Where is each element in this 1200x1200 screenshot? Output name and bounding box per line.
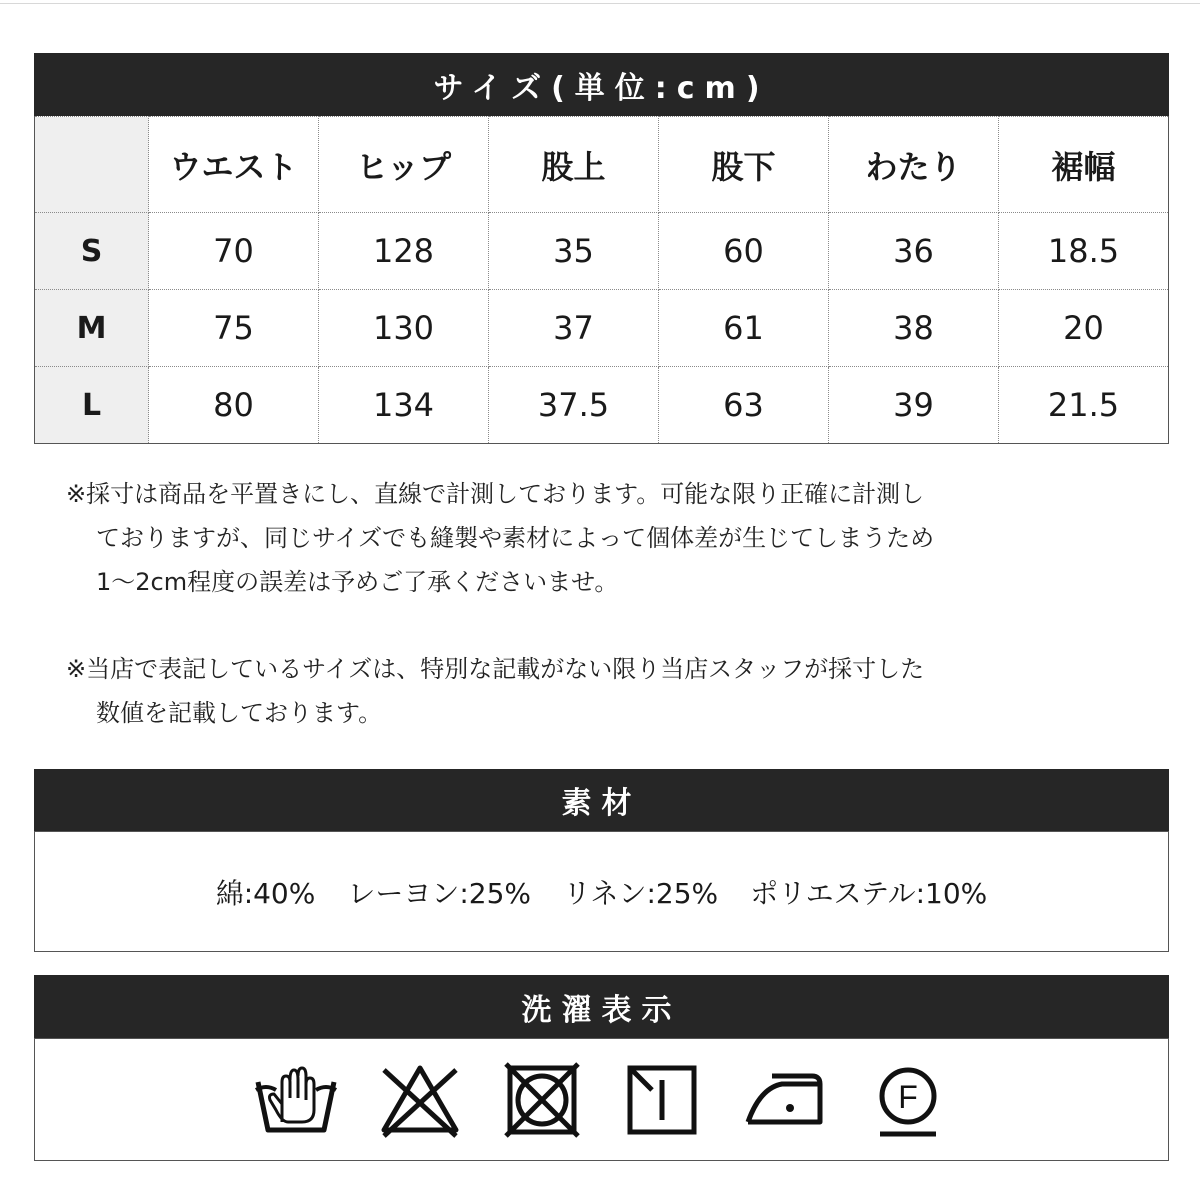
table-cell: 60 <box>659 213 829 290</box>
table-cell: 39 <box>829 367 999 444</box>
column-header-hem: 裾幅 <box>999 117 1169 213</box>
table-cell: 134 <box>319 367 489 444</box>
row-size-label: M <box>35 290 149 367</box>
table-cell: 75 <box>149 290 319 367</box>
measurement-note <box>66 472 1066 604</box>
table-cell: 21.5 <box>999 367 1169 444</box>
table-cell: 37 <box>489 290 659 367</box>
table-cell: 70 <box>149 213 319 290</box>
note-line: 1〜2cm程度の誤差は予めご了承くださいませ。 <box>96 568 619 596</box>
material-box <box>34 831 1169 952</box>
table-row <box>35 290 1169 367</box>
note-line: ※採寸は商品を平置きにし、直線で計測しております。可能な限り正確に計測し <box>66 480 925 508</box>
no-bleach-icon <box>378 1060 462 1140</box>
care-header-band <box>34 975 1169 1038</box>
table-row <box>35 367 1169 444</box>
table-cell: 130 <box>319 290 489 367</box>
no-tumble-dry-icon <box>502 1060 582 1140</box>
table-cell: 35 <box>489 213 659 290</box>
table-cell: 61 <box>659 290 829 367</box>
iron-low-icon <box>742 1060 826 1140</box>
row-size-label: L <box>35 367 149 444</box>
table-cell: 63 <box>659 367 829 444</box>
material-item-polyester: ポリエステル:10% <box>750 876 988 910</box>
table-row <box>35 213 1169 290</box>
size-table-header-row <box>35 117 1169 213</box>
material-item-cotton: 綿:40% <box>215 876 316 910</box>
column-header-waist: ウエスト <box>149 117 319 213</box>
column-header-rise: 股上 <box>489 117 659 213</box>
line-dry-icon <box>622 1060 702 1140</box>
material-item-linen: リネン:25% <box>563 876 719 910</box>
material-list <box>35 832 1168 951</box>
table-cell: 18.5 <box>999 213 1169 290</box>
material-header-band <box>34 769 1169 831</box>
hand-wash-icon <box>254 1060 338 1140</box>
table-cell: 128 <box>319 213 489 290</box>
column-header-hip: ヒップ <box>319 117 489 213</box>
table-cell: 37.5 <box>489 367 659 444</box>
table-cell: 20 <box>999 290 1169 367</box>
column-header-thigh: わたり <box>829 117 999 213</box>
size-table-corner <box>35 117 149 213</box>
top-divider <box>0 3 1200 4</box>
size-header-band <box>34 53 1169 116</box>
size-source-note <box>66 647 1066 735</box>
table-cell: 38 <box>829 290 999 367</box>
table-cell: 36 <box>829 213 999 290</box>
note-line: ておりますが、同じサイズでも縫製や素材によって個体差が生じてしまうため <box>96 524 935 552</box>
material-item-rayon: レーヨン:25% <box>347 876 532 910</box>
note-line: ※当店で表記しているサイズは、特別な記載がない限り当店スタッフが採寸した <box>66 655 925 683</box>
size-section-title: サイズ(単位:cm) <box>433 70 770 106</box>
row-size-label: S <box>35 213 149 290</box>
care-section-title: 洗濯表示 <box>521 992 682 1028</box>
size-table <box>34 116 1169 444</box>
care-box <box>34 1038 1169 1161</box>
material-section-title: 素材 <box>561 786 642 821</box>
note-line: 数値を記載しております。 <box>96 699 383 727</box>
dry-clean-letter: F <box>897 1078 918 1115</box>
column-header-inseam: 股下 <box>659 117 829 213</box>
dry-clean-f-icon <box>866 1060 950 1140</box>
care-icons <box>35 1039 1168 1160</box>
table-cell: 80 <box>149 367 319 444</box>
